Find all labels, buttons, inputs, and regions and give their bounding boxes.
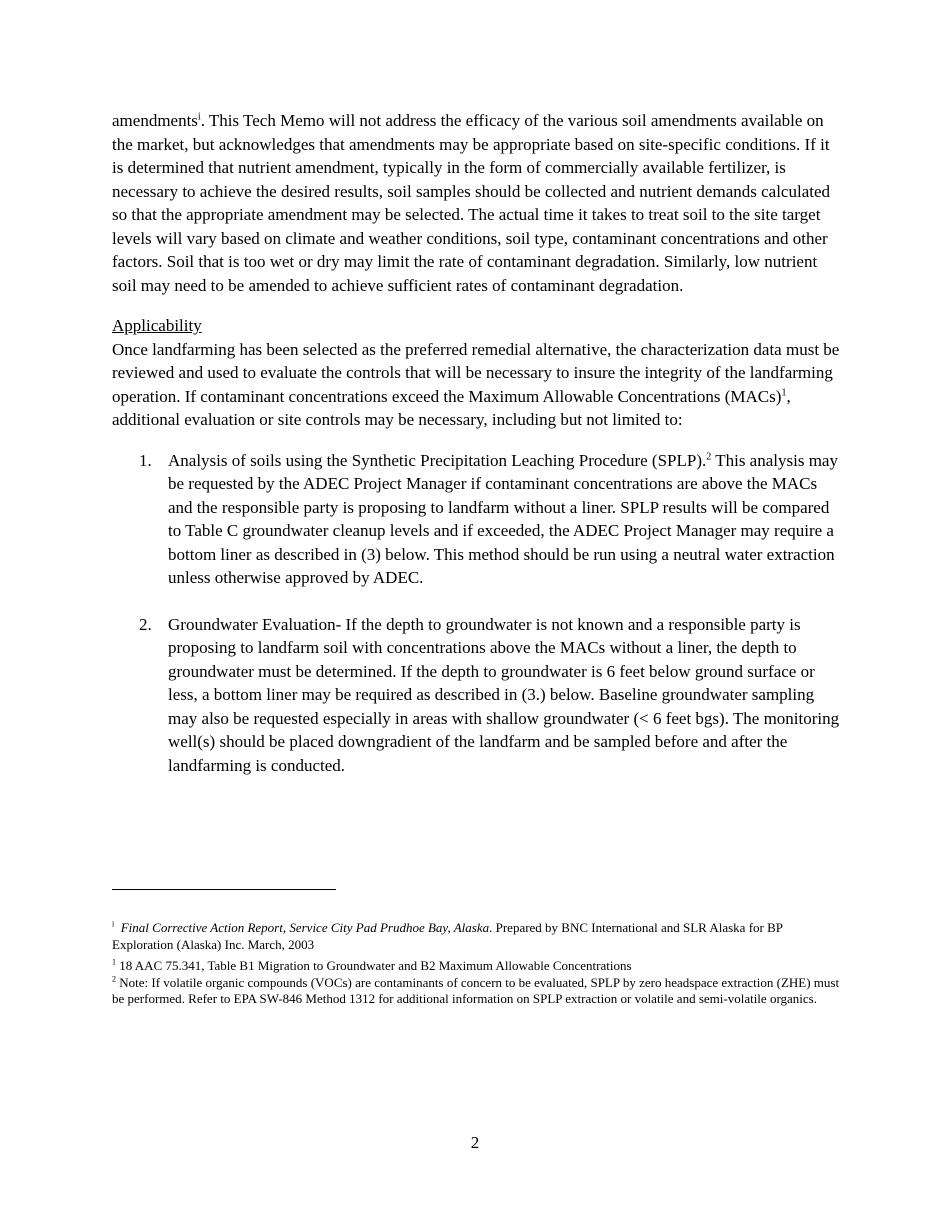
list-item-2 (112, 613, 840, 778)
list-number-2: 2. (139, 614, 152, 634)
footnote-i-title: Final Corrective Action Report, Service City Pad Prudhoe Bay, Alaska (120, 920, 490, 935)
footnote-marker-2: 2 (112, 974, 116, 984)
footnote-ref-2[interactable]: 2 (706, 450, 712, 462)
page-number: 2 (470, 1133, 480, 1152)
footnote-1-text: 18 AAC 75.341, Table B1 Migration to Groundwater and B2 Maximum Allowable Concentrations (116, 958, 632, 973)
list-item-1 (112, 449, 840, 590)
applicability-text-1: Once landfarming has been selected as the preferred remedial alternative, the characterization data must be reviewed and used to evaluate the controls that will be necessary to insure the integrity of the landfarming operation. If contaminant concentrations exceed the Maximum Allowable Concentrations (MACs) (112, 339, 840, 406)
applicability-text-2: , additional evaluation or site controls may be necessary, including but not limited to: (112, 386, 791, 429)
footnote-separator (112, 889, 336, 890)
footnotes-section (112, 920, 840, 1013)
intro-body: . This Tech Memo will not address the efficacy of the various soil amendments available on the market, but acknowledges that amendments may be appropriate based on site-specific conditions. If it is determined that nutrient amendment, typically in the form of commercially available fertilizer, is necessary to achieve the desired results, soil samples should be collected and nutrient demands calculated so that the appropriate amendment may be selected. The actual time it takes to treat soil to the site target levels will vary based on climate and weather conditions, soil type, contaminant concentrations and other factors. Soil that is too wet or dry may limit the rate of contaminant degradation. Similarly, low nutrient soil may need to be amended to achieve sufficient rates of contaminant degradation. (112, 111, 831, 295)
list-item-1-text-a: Analysis of soils using the Synthetic Precipitation Leaching Procedure (SPLP). (168, 450, 707, 470)
footnote-ref-1[interactable]: 1 (781, 386, 787, 398)
footnote-ref-i[interactable]: i (197, 111, 201, 123)
footnote-i (112, 920, 840, 953)
footnote-marker-1: 1 (112, 957, 116, 967)
applicability-paragraph (112, 338, 840, 432)
footnote-2-text: Note: If volatile organic compounds (VOCs) are contaminants of concern to be evaluated, SPLP by zero headspace extraction (ZHE) must be performed. Refer to EPA SW-846 Method 1312 for additional information on SPLP extraction or volatile and semi-volatile organics. (112, 974, 840, 1006)
list-item-2-text: Groundwater Evaluation- If the depth to groundwater is not known and a responsible party is proposing to landfarm soil with concentrations above the MACs without a liner, the depth to groundwater must be determined. If the depth to groundwater is 6 feet below ground surface or less, a bottom liner may be required as described in (3.) below. Baseline groundwater sampling may also be requested especially in areas with shallow groundwater (< 6 feet bgs). The monitoring well(s) should be placed downgradient of the landfarm and be sampled before and after the landfarming is conducted. (168, 614, 840, 775)
numbered-list (112, 449, 840, 778)
intro-paragraph (112, 109, 840, 297)
document-body (112, 109, 840, 800)
section-heading-applicability: Applicability (112, 316, 202, 335)
list-number-1: 1. (139, 450, 152, 470)
footnote-1 (112, 958, 840, 975)
footnote-i-text: . Prepared by BNC International and SLR Alaska for BP Exploration (Alaska) Inc. March, 2003 (112, 920, 783, 952)
list-item-1-text-b: This analysis may be requested by the ADEC Project Manager if contaminant concentrations are above the MACs and the responsible party is proposing to landfarm without a liner. SPLP results will be compared to Table C groundwater cleanup levels and if exceeded, the ADEC Project Manager may require a bottom liner as described in (3) below. This method should be run using a neutral water extraction unless otherwise approved by ADEC. (168, 450, 838, 587)
footnote-2 (112, 975, 840, 1008)
footnote-marker-i: i (112, 919, 115, 929)
intro-lead-word: amendments (112, 111, 198, 130)
